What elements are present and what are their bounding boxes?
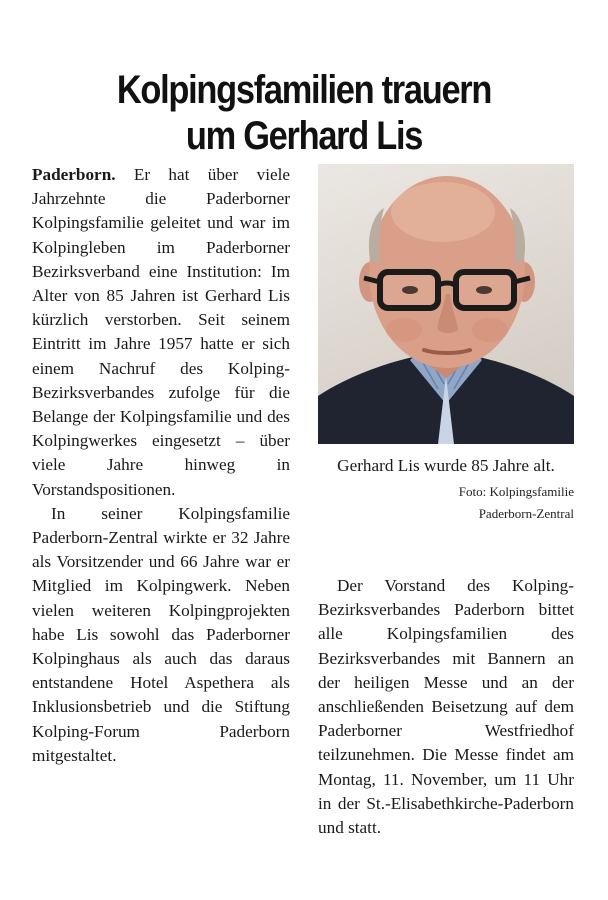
- right-column: [318, 574, 574, 840]
- headline: [60, 67, 548, 159]
- paragraph-3: Der Vorstand des Kolping-Bezirksverbandes Paderborn bittet alle Kolpingsfamilien des Bezirksverbandes mit Bannern an der heiligen Messe und an der anschließenden Beisetzung auf dem Paderborner Westfriedhof teilzunehmen. Die Messe findet am Montag, 11. November, um 11 Uhr in der St.-Elisabethkirche-Paderborn und statt.: [318, 576, 574, 838]
- headline-line-2: um Gerhard Lis: [185, 113, 423, 158]
- dateline: Paderborn.: [32, 165, 116, 184]
- portrait-illustration: [318, 164, 574, 444]
- photo-credit-line-1: Foto: Kolpingsfamilie: [458, 484, 574, 499]
- photo-credit: [318, 481, 574, 525]
- paragraph-1: [32, 163, 290, 502]
- headline-line-1: Kolpingsfamilien trauern: [116, 67, 492, 112]
- portrait-photo: [318, 164, 574, 444]
- left-column: [32, 163, 290, 768]
- photo-caption: Gerhard Lis wurde 85 Jahre alt.: [337, 456, 555, 475]
- paragraph-2: In seiner Kolpingsfamilie Paderborn-Zentral wirkte er 32 Jahre als Vorsitzender und 66 Jahre war er Mitglied im Kolpingwerk. Neben vielen weiteren Kolpingprojekten habe Lis sowohl das Paderborner Kolpinghaus als auch das daraus entstandene Hotel Aspethera als Inklusionsbetrieb und die Stiftung Kolping-Forum Paderborn mitgestaltet.: [32, 503, 290, 765]
- photo-credit-line-2: Paderborn-Zentral: [478, 506, 574, 521]
- paragraph-1-text: Er hat über viele Jahrzehnte die Paderborner Kolpingsfamilie geleitet und war im Kolpingleben im Paderborner Bezirksverband eine Institution: Im Alter von 85 Jahren ist Gerhard Lis kürzlich verstorben. Seit seinem Eintritt im Jahre 1957 hatte er sich einem Nachruf des Kolping-Bezirksverbandes zufolge für die Belange der Kolpingsfamilie und des Kolpingwerkes eingesetzt – über viele Jahre hinweg in Vorstandspositionen.: [32, 165, 290, 499]
